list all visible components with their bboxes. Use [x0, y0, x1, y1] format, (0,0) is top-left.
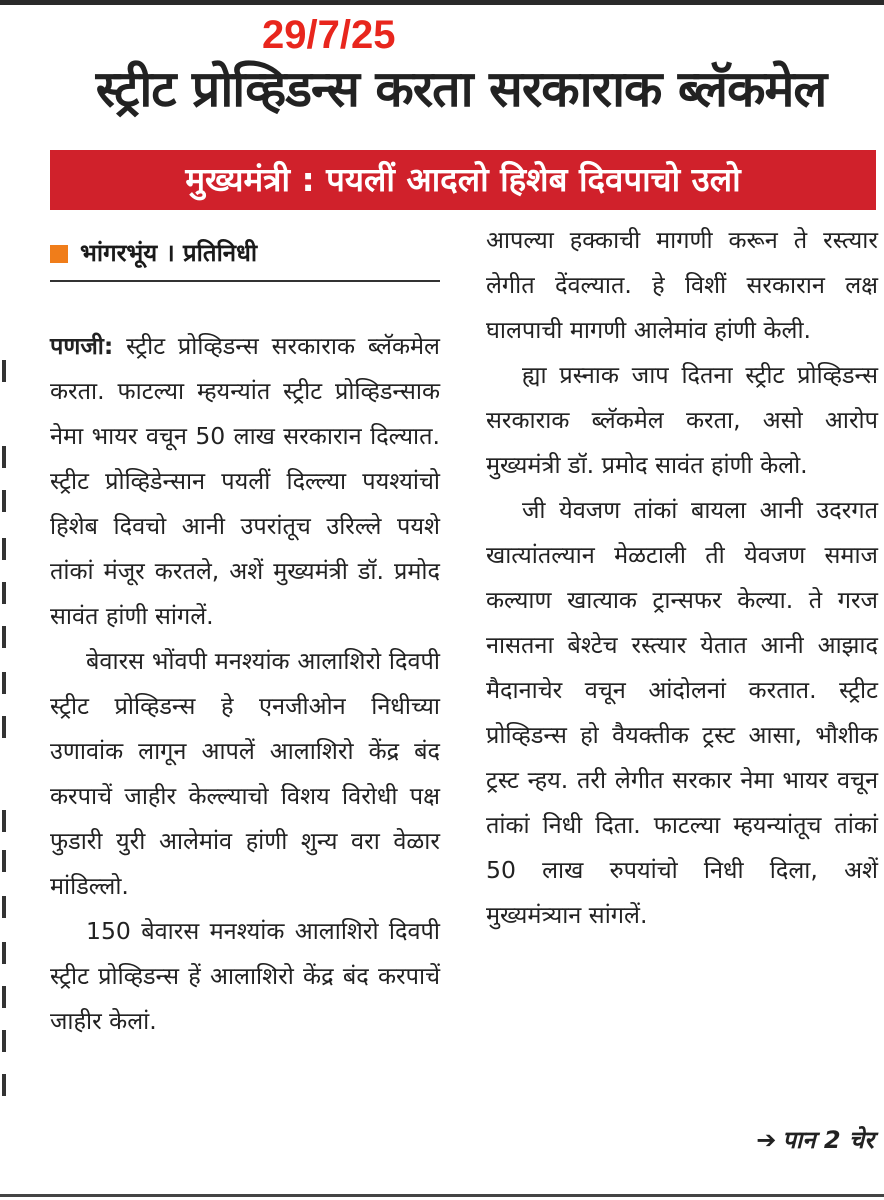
- paragraph: ह्या प्रस्नाक जाप दितना स्ट्रीट प्रोव्हिडन्स सरकाराक ब्लॅकमेल करता, असो आरोप मुख्यमंत्री डॉ. प्रमोद सावंत हांणी केलो.: [486, 361, 878, 479]
- arrow-right-icon: ➔: [756, 1126, 777, 1154]
- headline: स्ट्रीट प्रोव्हिडन्स करता सरकाराक ब्लॅकमेल: [95, 60, 827, 118]
- top-border-rule: [0, 0, 884, 5]
- article-column-1: [50, 324, 440, 1044]
- paragraph-text: स्ट्रीट प्रोव्हिडन्स सरकाराक ब्लॅकमेल करता. फाटल्या म्हयन्यांत स्ट्रीट प्रोव्हिडन्साक नेमा भायर वचून 50 लाख सरकारान दिल्यात. स्ट्रीट प्रोव्हिडेन्सान पयलीं दिल्ल्या पयश्यांचो हिशेब दिवचो आनी उपरांतूच उरिल्ले पयशे तांकां मंजूर करतले, अशें मुख्यमंत्री डॉ. प्रमोद सावंत हांणी सांगलें.: [50, 332, 440, 630]
- publication-date: 29/7/25: [262, 13, 396, 57]
- continuation-text: पान 2 चेर: [782, 1126, 874, 1154]
- continued-on-page: [756, 1120, 874, 1160]
- subheadline-banner: मुख्यमंत्री : पयलीं आदलो हिशेब दिवपाचो उलो: [50, 150, 876, 210]
- paragraph: बेवारस भोंवपी मनश्यांक आलाशिरो दिवपी स्ट्रीट प्रोव्हिडन्स हे एनजीओन निधीच्या उणावांक लागून आपलें आलाशिरो केंद्र बंद करपाचें जाहीर केल्ल्याचो विशय विरोधी पक्ष फुडारी युरी आलेमांव हांणी शुन्य वरा वेळार मांडिल्लो.: [50, 647, 440, 900]
- orange-square-bullet-icon: [50, 245, 68, 263]
- byline: [50, 228, 440, 282]
- paragraph: 150 बेवारस मनश्यांक आलाशिरो दिवपी स्ट्रीट प्रोव्हिडन्स हें आलाशिरो केंद्र बंद करपाचें जाहीर केलां.: [50, 917, 440, 1035]
- paragraph: जी येवजण तांकां बायला आनी उदरगत खात्यांतल्यान मेळटाली ती येवजण समाज कल्याण खात्याक ट्रान्सफर केल्या. ते गरज नासतना बेश्टेच रस्त्यार येतात आनी आझाद मैदानाचेर वचून आंदोलनां करतात. स्ट्रीट प्रोव्हिडन्स हो वैयक्तीक ट्रस्ट आसा, भौशीक ट्रस्ट न्हय. तरी लेगीत सरकार नेमा भायर वचून तांकां निधी दिता. फाटल्या म्हयन्यांतूच तांकां 50 लाख रुपयांचो निधी दिला, अशें मुख्यमंत्र्यान सांगलें.: [486, 496, 878, 929]
- article-column-2: [486, 218, 878, 938]
- dateline: पणजी:: [50, 332, 114, 360]
- bottom-border-rule: [0, 1194, 884, 1197]
- adjacent-column-edge: [0, 330, 14, 1130]
- paragraph: आपल्या हक्काची मागणी करून ते रस्त्यार लेगीत देंवल्यात. हे विशीं सरकारान लक्ष घालपाची मागणी आलेमांव हांणी केली.: [486, 226, 878, 344]
- paragraph: [50, 324, 440, 639]
- byline-text: भांगरभूंय । प्रतिनिधी: [80, 239, 258, 267]
- byline-divider: [50, 280, 440, 282]
